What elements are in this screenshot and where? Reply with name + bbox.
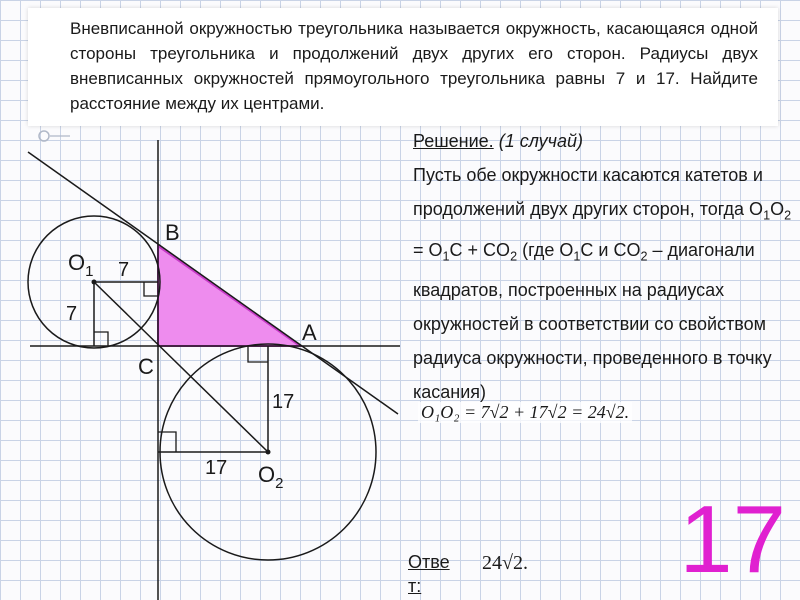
- solution-heading: [413, 124, 793, 158]
- right-angle-mark: [144, 282, 158, 296]
- label-radius-17-horizontal: 17: [205, 457, 228, 479]
- right-angle-mark: [248, 346, 268, 362]
- solution-text: [413, 124, 793, 409]
- solution-body: Пусть обе окружности касаются катетов и продолжений двух других сторон, тогда $O_1O_2 = O_1C + CO_2$ (где $O_1C$ и $CO_2$ – диагонали квадратов, построенных на радиусах окружностей в соответствии со свойством радиуса окружности, проведенного в точку касания): [413, 165, 792, 403]
- label-c: C: [138, 354, 154, 379]
- label-radius-7-vertical: 7: [66, 303, 78, 325]
- problem-text: Вневписанной окружностью треугольника называется окружность, касающаяся одной стороны треугольника и продолжений двух других его сторон. Радиусы двух вневписанных окружностей прямоугольного треугольника равны 7 и 17. Найдите расстояние между их центрами.: [70, 19, 758, 113]
- label-radius-17-vertical: 17: [272, 391, 295, 413]
- answer-value: 24√2.: [482, 552, 528, 574]
- slide-number: 17: [679, 486, 786, 593]
- triangle-abc: [158, 246, 300, 346]
- label-b: B: [165, 220, 180, 245]
- answer-label: Ответ:: [408, 552, 450, 596]
- solution-case: (1 случай): [498, 131, 583, 151]
- center-o1-point: [92, 280, 97, 285]
- label-o1: $O_1$: [68, 250, 94, 280]
- center-o2-point: [266, 450, 271, 455]
- right-angle-mark: [94, 332, 108, 346]
- label-a: A: [302, 320, 317, 345]
- solution-title: Решение.: [413, 131, 494, 151]
- solution-formula: O₁O₂ = 7√2 + 17√2 = 24√2.: [418, 402, 632, 423]
- label-o2: $O_2$: [258, 462, 284, 492]
- label-radius-7-horizontal: 7: [118, 259, 130, 281]
